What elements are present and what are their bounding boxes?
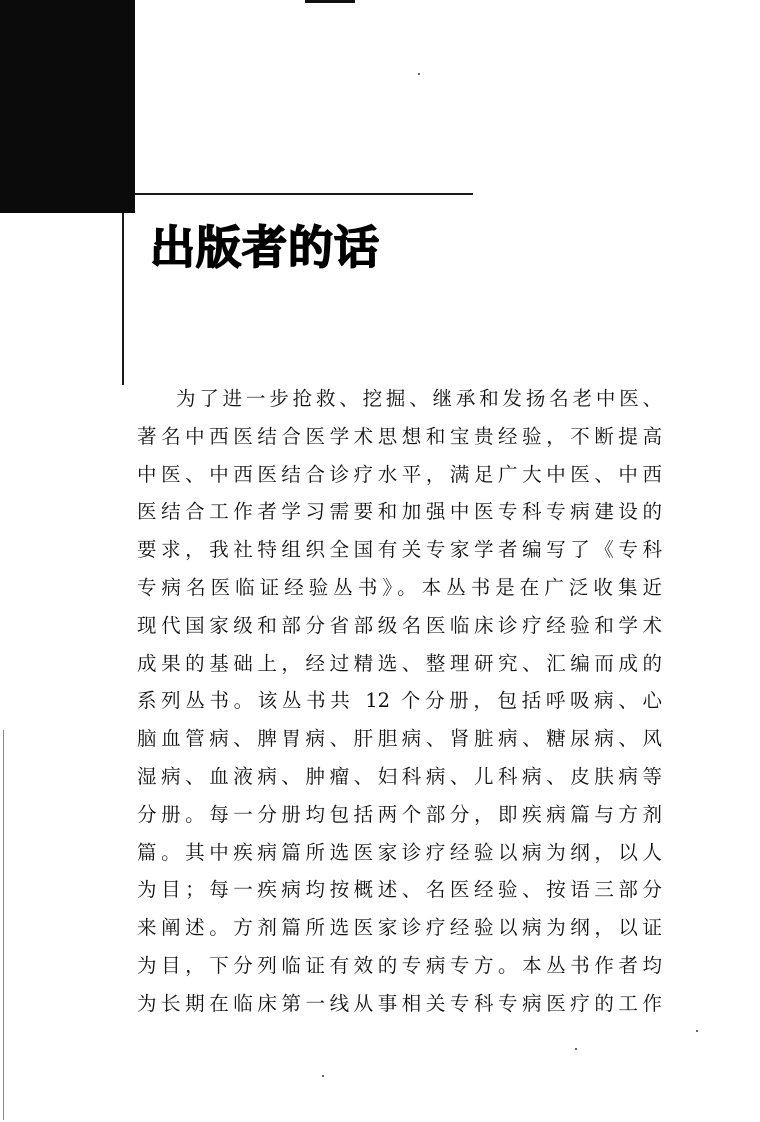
paragraph-line: 来阐述。方剂篇所选医家诊疗经验以病为纲，以证: [137, 916, 662, 940]
paragraph-line: 为了进一步抢救、挖掘、继承和发扬名老中医、: [176, 387, 662, 410]
paragraph-line: 为长期在临床第一线从事相关专科专病医疗的工作: [137, 991, 662, 1015]
paragraph-line: 医结合工作者学习需要和加强中医专科专病建设的: [137, 500, 662, 524]
paragraph-line: 专病名医临证经验丛书》。本丛书是在广泛收集近: [137, 575, 662, 599]
paragraph-line: 篇。其中疾病篇所选医家诊疗经验以病为纲，以人: [137, 840, 662, 864]
page-title: 出版者的话: [150, 221, 381, 274]
paragraph-line: 分册。每一分册均包括两个部分，即疾病篇与方剂: [137, 802, 662, 826]
paragraph-line: 为目；每一疾病均按概述、名医经验、按语三部分: [137, 878, 662, 902]
paragraph-line: 系列丛书。该丛书共 12 个分册，包括呼吸病、心: [137, 689, 662, 713]
scan-speck: [575, 1048, 577, 1050]
body-paragraph: [137, 380, 662, 1023]
scan-speck: [696, 1030, 698, 1032]
paragraph-line: 要求，我社特组织全国有关专家学者编写了《专科: [137, 538, 662, 562]
paragraph-line: 脑血管病、脾胃病、肝胆病、肾脏病、糖尿病、风: [137, 727, 662, 751]
page-edge-line: [3, 730, 4, 1120]
paragraph-line: 中医、中西医结合诊疗水平，满足广大中医、中西: [137, 462, 662, 486]
margin-vertical-rule: [122, 213, 124, 385]
paragraph-line: 现代国家级和部分省部级名医临床诊疗经验和学术: [137, 613, 662, 637]
decorative-black-block: [0, 0, 135, 213]
top-edge-mark: [305, 0, 355, 3]
paragraph-line: 湿病、血液病、肿瘤、妇科病、儿科病、皮肤病等: [137, 764, 662, 788]
paragraph-line: 成果的基础上，经过精选、整理研究、汇编而成的: [137, 651, 662, 675]
scan-speck: [418, 73, 420, 75]
paragraph-line: 著名中西医结合医学术思想和宝贵经验，不断提高: [137, 424, 662, 448]
header-rule: [135, 193, 473, 195]
scan-speck: [322, 1075, 324, 1077]
paragraph-line: 为目，下分列临证有效的专病专方。本丛书作者均: [137, 953, 662, 977]
